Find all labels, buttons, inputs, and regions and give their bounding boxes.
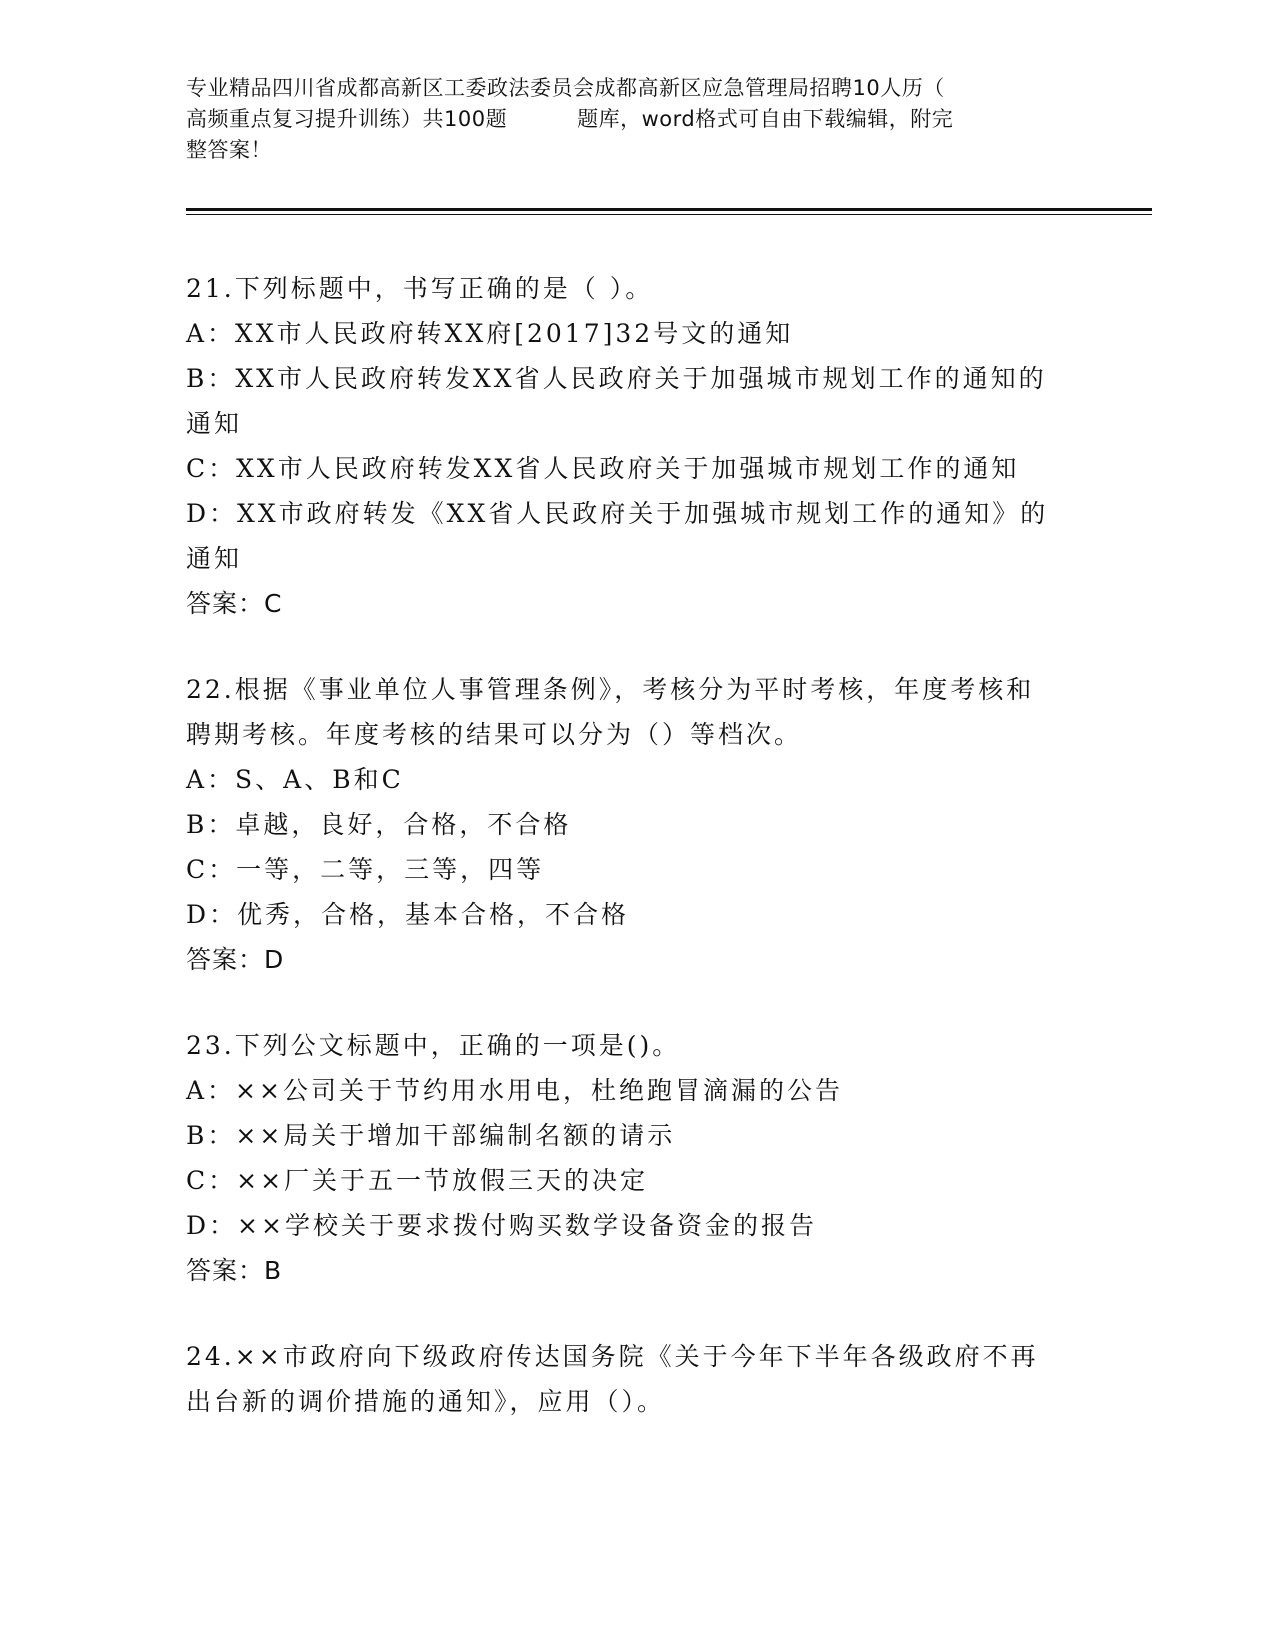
- option-c: C：××厂关于五一节放假三天的决定: [186, 1166, 649, 1195]
- option-b: B：XX市人民政府转发XX省人民政府关于加强城市规划工作的通知的: [186, 364, 1047, 393]
- header-line-2b: 题库，word格式可自由下载编辑，附完: [577, 107, 954, 131]
- question-stem: 22.根据《事业单位人事管理条例》，考核分为平时考核，年度考核和: [186, 675, 1035, 704]
- answer-label: 答案：B: [186, 1256, 283, 1285]
- header-divider-thick: [186, 208, 1152, 211]
- question-stem: 23.下列公文标题中，正确的一项是()。: [186, 1031, 681, 1060]
- answer-label: 答案：C: [186, 589, 283, 618]
- question-stem: 24.××市政府向下级政府传达国务院《关于今年下半年各级政府不再: [186, 1342, 1039, 1371]
- option-b: B：卓越，良好，合格，不合格: [186, 810, 572, 839]
- option-b: B：××局关于增加干部编制名额的请示: [186, 1121, 676, 1150]
- question-stem-continued: 出台新的调价措施的通知》，应用（）。: [186, 1387, 666, 1416]
- question-23: [186, 1023, 1086, 1293]
- option-a: A：××公司关于节约用水用电，杜绝跑冒滴漏的公告: [186, 1076, 843, 1105]
- option-c: C：XX市人民政府转发XX省人民政府关于加强城市规划工作的通知: [186, 454, 1020, 483]
- option-d-continued: 通知: [186, 544, 243, 573]
- header-divider-thin: [186, 214, 1152, 215]
- option-c: C：一等，二等，三等，四等: [186, 855, 545, 884]
- question-stem-continued: 聘期考核。年度考核的结果可以分为（）等档次。: [186, 720, 803, 749]
- option-d: D：XX市政府转发《XX省人民政府关于加强城市规划工作的通知》的: [186, 499, 1049, 528]
- header-line-3: 整答案！: [186, 138, 272, 162]
- header-line-2: [186, 104, 1066, 135]
- answer-label: 答案：D: [186, 945, 285, 974]
- question-list: [186, 266, 1086, 1424]
- question-22: [186, 667, 1086, 982]
- option-d: D：××学校关于要求拨付购买数学设备资金的报告: [186, 1211, 817, 1240]
- option-b-continued: 通知: [186, 409, 243, 438]
- question-24: [186, 1334, 1086, 1424]
- document-header: [186, 73, 1066, 166]
- question-21: [186, 266, 1086, 626]
- option-a: A：S、A、B和C: [186, 765, 404, 794]
- header-line-1: 专业精品四川省成都高新区工委政法委员会成都高新区应急管理局招聘10人历（: [186, 76, 945, 100]
- option-a: A：XX市人民政府转XX府[2017]32号文的通知: [186, 319, 794, 348]
- option-d: D：优秀，合格，基本合格，不合格: [186, 900, 630, 929]
- header-line-2a: 高频重点复习提升训练）共100题: [186, 107, 508, 131]
- question-stem: 21.下列标题中，书写正确的是（ ）。: [186, 274, 654, 303]
